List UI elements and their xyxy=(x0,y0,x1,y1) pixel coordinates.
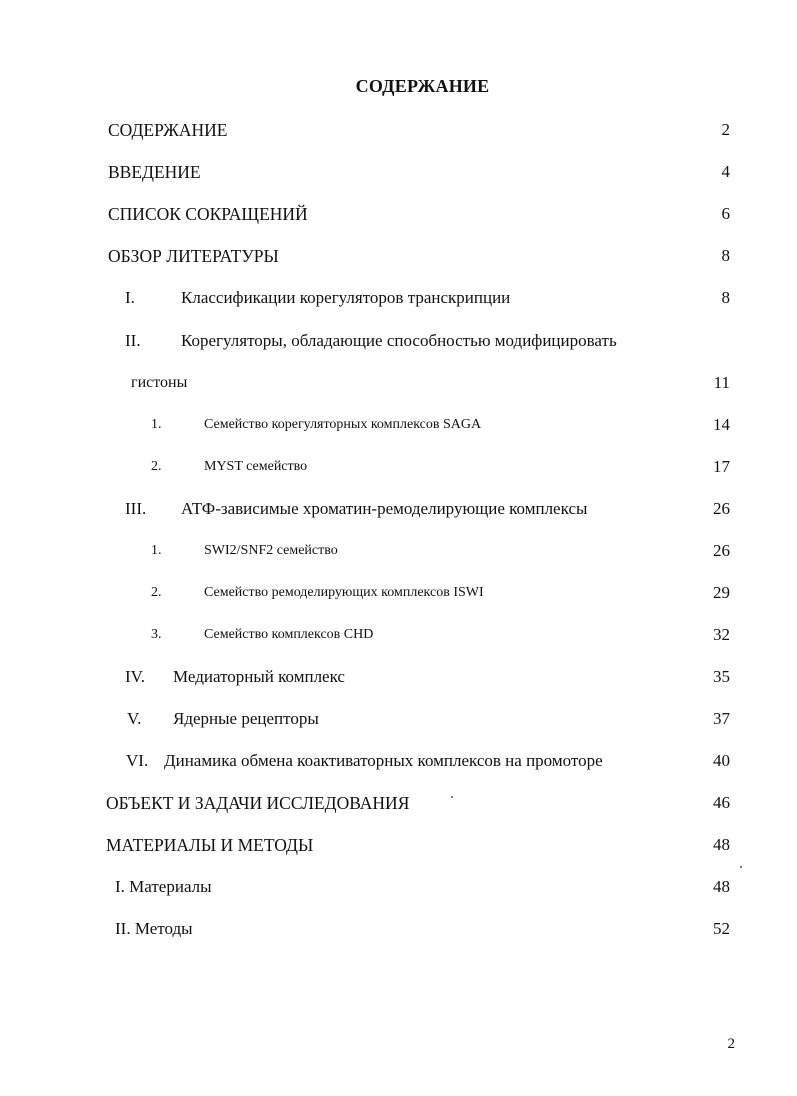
toc-number: IV. xyxy=(125,667,145,686)
toc-label: Ядерные рецепторы xyxy=(173,709,319,728)
toc-number: 2. xyxy=(151,585,162,600)
scan-artifact xyxy=(740,866,742,868)
toc-entry xyxy=(0,665,797,689)
toc-page-number: 48 xyxy=(713,877,730,896)
toc-entry xyxy=(0,875,797,899)
toc-entry xyxy=(0,413,797,437)
toc-entry xyxy=(0,749,797,773)
toc-label: МАТЕРИАЛЫ И МЕТОДЫ xyxy=(106,835,314,855)
toc-entry xyxy=(0,286,797,310)
toc-number: 1. xyxy=(151,543,162,558)
toc-number: VI. xyxy=(126,751,149,770)
toc-label: гистоны xyxy=(131,374,188,391)
toc-page-number: 17 xyxy=(713,457,730,476)
toc-entry xyxy=(0,581,797,605)
toc-number: I. xyxy=(125,288,135,307)
toc-page-number: 2 xyxy=(721,120,730,139)
toc-page-number: 48 xyxy=(713,835,730,854)
toc-page-number: 4 xyxy=(721,162,730,181)
scan-artifact xyxy=(451,796,453,798)
toc-label: Семейство корегуляторных комплексов SAGA xyxy=(204,417,482,432)
toc-page-number: 35 xyxy=(713,667,730,686)
toc-entry xyxy=(0,329,797,353)
toc-label: СПИСОК СОКРАЩЕНИЙ xyxy=(108,204,308,224)
toc-number: 1. xyxy=(151,417,162,432)
toc-page-number: 6 xyxy=(721,204,730,223)
toc-label: Семейство ремоделирующих комплексов ISWI xyxy=(204,585,484,600)
toc-page-number: 8 xyxy=(721,288,730,307)
toc-label: SWI2/SNF2 семейство xyxy=(204,543,338,558)
toc-entry xyxy=(0,497,797,521)
toc-entry xyxy=(0,917,797,941)
toc-page-number: 11 xyxy=(713,373,730,392)
toc-number: III. xyxy=(125,499,147,518)
toc-entry xyxy=(0,118,797,142)
toc-entry xyxy=(0,833,797,857)
toc-label: ОБЪЕКТ И ЗАДАЧИ ИССЛЕДОВАНИЯ xyxy=(106,793,410,813)
toc-page-number: 8 xyxy=(721,246,730,265)
toc-page-number: 26 xyxy=(713,499,730,518)
toc-entry xyxy=(0,791,797,815)
toc-entry xyxy=(0,539,797,563)
toc-label: ВВЕДЕНИЕ xyxy=(108,162,201,182)
toc-label: II. Методы xyxy=(115,919,193,938)
toc-label: Семейство комплексов CHD xyxy=(204,627,374,642)
toc-label: I. Материалы xyxy=(115,877,212,896)
toc-page-number: 29 xyxy=(713,583,730,602)
toc-page-number: 40 xyxy=(713,751,730,770)
toc-number: 2. xyxy=(151,459,162,474)
toc-entry-continuation xyxy=(0,371,797,395)
toc-label: СОДЕРЖАНИЕ xyxy=(108,120,228,140)
page-number: 2 xyxy=(727,1036,735,1052)
toc-label: Классификации корегуляторов транскрипции xyxy=(181,288,511,307)
toc-entry xyxy=(0,707,797,731)
toc-label: Медиаторный комплекс xyxy=(173,667,345,686)
toc-entry xyxy=(0,160,797,184)
toc-entry xyxy=(0,202,797,226)
toc-page-number: 26 xyxy=(713,541,730,560)
toc-page-number: 14 xyxy=(713,415,730,434)
toc-label: ОБЗОР ЛИТЕРАТУРЫ xyxy=(108,246,279,266)
toc-label: Корегуляторы, обладающие способностью модифицировать xyxy=(181,331,617,350)
toc-number: V. xyxy=(127,709,142,728)
toc-entry xyxy=(0,455,797,479)
toc-label: MYST семейство xyxy=(204,459,308,474)
toc-label: Динамика обмена коактиваторных комплексов на промоторе xyxy=(164,751,603,770)
toc-page-number: 46 xyxy=(713,793,730,812)
toc-number: 3. xyxy=(151,627,162,642)
toc-label: АТФ-зависимые хроматин-ремоделирующие комплексы xyxy=(181,499,588,518)
toc-page-number: 52 xyxy=(713,919,730,938)
toc-entry xyxy=(0,244,797,268)
page-title: СОДЕРЖАНИЕ xyxy=(355,76,490,96)
toc-page-number: 37 xyxy=(713,709,730,728)
toc-entry xyxy=(0,623,797,647)
toc-page-number: 32 xyxy=(713,625,730,644)
toc-number: II. xyxy=(125,331,141,350)
